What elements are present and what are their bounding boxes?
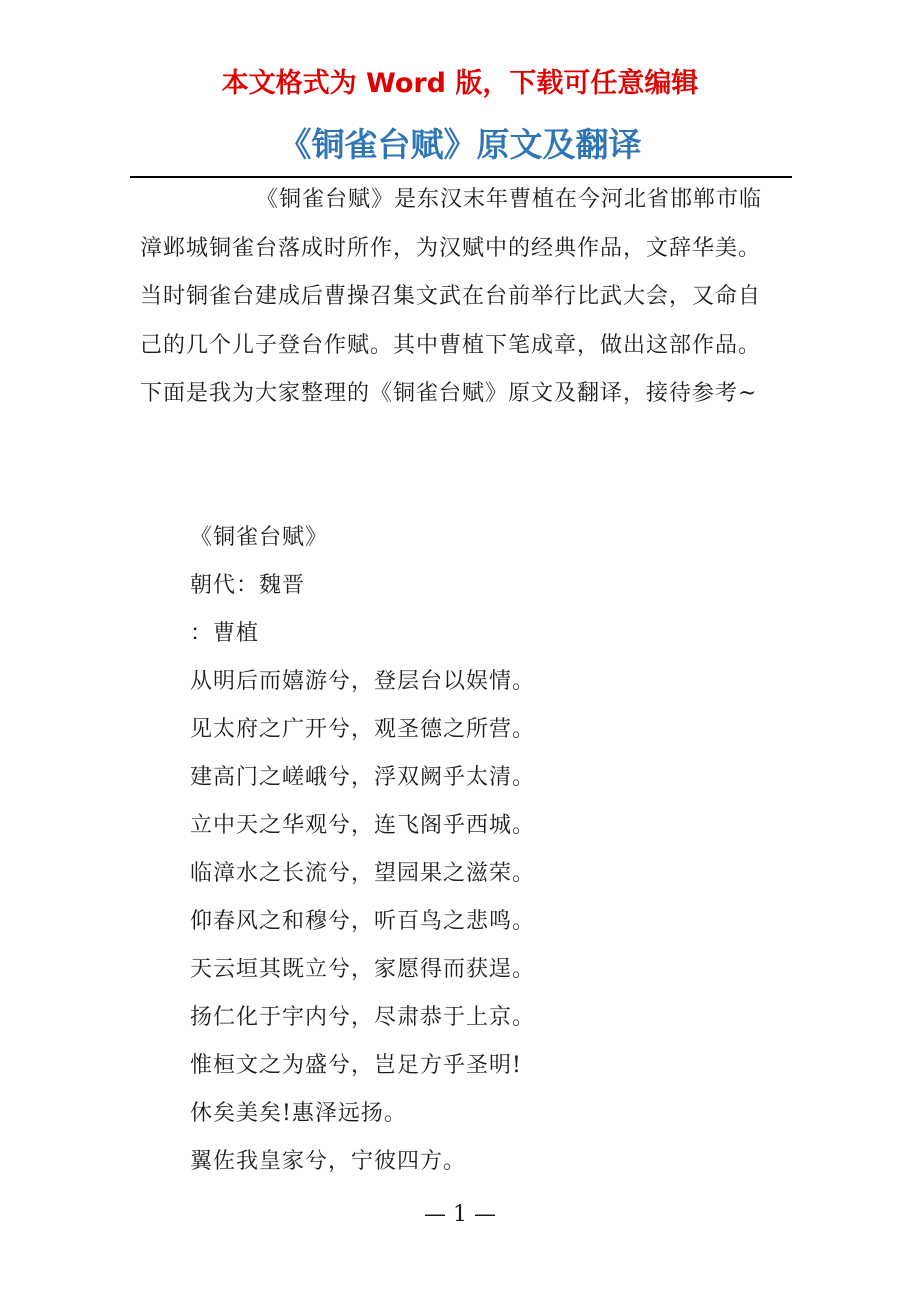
poem-text xyxy=(190,514,780,1186)
format-notice: 本文格式为 Word 版，下载可任意编辑 xyxy=(221,68,699,99)
poem-line: 临漳水之长流兮，望园果之滋荣。 xyxy=(190,861,536,886)
poem-line: 从明后而嬉游兮，登层台以娱情。 xyxy=(190,669,536,694)
poem-line: 立中天之华观兮，连飞阁乎西城。 xyxy=(190,813,536,838)
poem-line: 见太府之广开兮，观圣德之所营。 xyxy=(190,717,536,742)
document-title: 《铜雀台赋》原文及翻译 xyxy=(278,125,642,164)
poem-line: 天云垣其既立兮，家愿得而获逞。 xyxy=(190,957,536,982)
intro-paragraph: 《铜雀台赋》是东汉末年曹植在今河北省邯郸市临漳邺城铜雀台落成时所作，为汉赋中的经典作品，文辞华美。当时铜雀台建成后曹操召集文武在台前举行比武大会，又命自己的几个儿子登台作赋。其中曹植下笔成章，做出这部作品。下面是我为大家整理的《铜雀台赋》原文及翻译，接待参考~ xyxy=(140,187,763,406)
poem-author: ：曹植 xyxy=(190,621,260,646)
poem-line: 翼佐我皇家兮，宁彼四方。 xyxy=(190,1149,467,1174)
poem-line: 仰春风之和穆兮，听百鸟之悲鸣。 xyxy=(190,909,536,934)
poem-dynasty: 朝代：魏晋 xyxy=(190,573,306,598)
page-number: — 1 — xyxy=(424,1202,496,1227)
poem-line: 惟桓文之为盛兮，岂足方乎圣明! xyxy=(190,1053,522,1078)
poem-line: 休矣美矣!惠泽远扬。 xyxy=(190,1101,407,1126)
poem-line: 扬仁化于宇内兮，尽肃恭于上京。 xyxy=(190,1005,536,1030)
poem-line: 建高门之嵯峨兮，浮双阙乎太清。 xyxy=(190,765,536,790)
poem-title: 《铜雀台赋》 xyxy=(190,525,329,550)
